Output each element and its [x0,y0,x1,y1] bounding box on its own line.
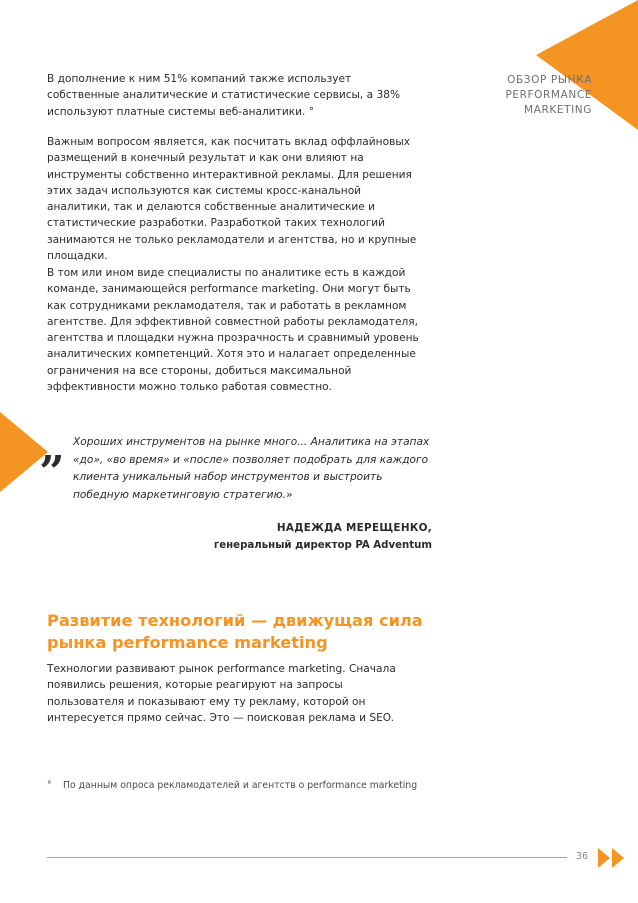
paragraph-1: В дополнение к ним 51% компаний также использует собственные аналитические и статистические сервисы, а 38% используют платные системы веб-аналитики. ° [47,73,401,118]
footnote [47,779,467,793]
section-label [462,73,592,118]
footer-divider [47,857,567,858]
footnote-text: По данным опроса рекламодателей и агентств о performance marketing [63,780,418,791]
section-label-line1: ОБЗОР РЫНКА [507,74,592,86]
quote-author-role: генеральный директор PA Adventum [213,540,432,551]
quote-text: Хороших инструментов на рынке много... Аналитика на этапах «до», «во время» и «после» позволяет подобрать для каждого клиента уникальный набор инструментов и выстроить победную маркетинговую стратегию.» [73,436,430,501]
section-label-line3: MARKETING [524,104,592,116]
quote-author: НАДЕЖДА МЕРЕЩЕНКО, [276,522,432,534]
page-number: 36 [576,851,589,862]
quote-mark-icon: „ [40,422,66,473]
paragraph-3: В том или ином виде специалисты по аналитике есть в каждой команде, занимающейся performance marketing. Они могут быть как сотрудниками рекламодателя, так и работать в рекламном агентстве. Для эффективной совместной работы рекламодателя, агентства и площадки нужна прозрачность и сравнимый уровень аналитических компетенций. Хотя это и налагает определенные ограничения на все стороны, добиться максимальной эффективности можно только работая совместно. [47,267,419,394]
paragraph-4: Технологии развивают рынок performance marketing. Сначала появились решения, которые реагируют на запросы пользователя и показывают ему ту рекламу, которой он интересуется прямо сейчас. Это — поисковая реклама и SEO. [47,663,396,724]
section-label-line2: PERFORMANCE [505,89,592,101]
section-heading: Развитие технологий — движущая сила рынка performance marketing [47,611,423,652]
paragraph-2: Важным вопросом является, как посчитать вклад оффлайновых размещений в конечный результат и как они влияют на инструменты собственно интерактивной рекламы. Для решения этих задач используются как системы кросс-канальной аналитики, так и делаются собственные аналитические и статистические разработки. Разработкой таких технологий занимаются не только рекламодатели и агентства, но и крупные площадки. [47,136,417,263]
next-page-arrows-icon[interactable] [598,846,638,870]
footnote-mark: ° [47,780,52,791]
